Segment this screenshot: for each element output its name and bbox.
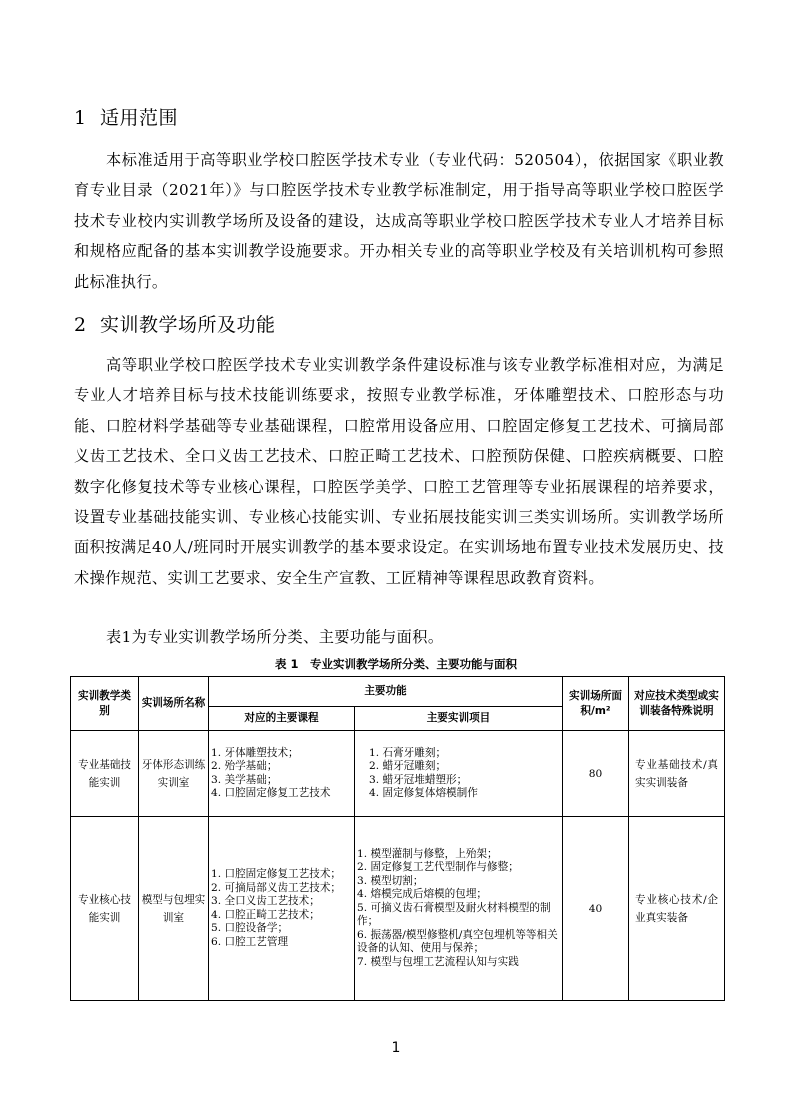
row-2-course-item: 1. 口腔固定修复工艺技术； — [211, 868, 342, 880]
row-1-category: 专业基础技能实训 — [71, 731, 139, 817]
row-1-project-item: 2. 蜡牙冠雕刻； — [369, 760, 447, 772]
row-2-project-item: 3. 模型切割； — [357, 874, 424, 887]
header-main-function: 主要功能 — [209, 677, 563, 707]
row-2-project-item: 5. 可摘义齿石膏模型及耐火材料模型的制作； — [357, 901, 551, 928]
section-1-heading — [74, 106, 178, 130]
table-caption: 表 1 专业实训教学场所分类、主要功能与面积 — [274, 657, 517, 671]
row-1-course-item: 4. 口腔固定修复工艺技术 — [211, 787, 331, 799]
row-1-courses — [209, 731, 355, 817]
row-1-projects — [355, 731, 563, 817]
row-2-course-item: 5. 口腔设备学； — [211, 922, 289, 934]
row-1-project-item: 3. 蜡牙冠堆蜡塑形； — [369, 773, 468, 786]
row-2-category: 专业核心技能实训 — [71, 817, 139, 1001]
row-1-venue: 牙体形态训练实训室 — [139, 731, 209, 817]
section-2-number: 2 — [74, 314, 87, 336]
header-category: 实训教学类别 — [71, 677, 139, 731]
row-2-project-item: 7. 模型与包埋工艺流程认知与实践 — [357, 955, 519, 968]
table-row — [71, 731, 725, 817]
section-2-paragraph-2: 表1为专业实训教学场所分类、主要功能与面积。 — [106, 628, 444, 646]
row-2-project-item: 1. 模型灌制与修整，上殆架； — [357, 847, 498, 860]
facility-table — [70, 676, 725, 1001]
section-2-heading — [74, 313, 276, 337]
section-1-number: 1 — [74, 107, 87, 129]
row-2-notes: 专业核心技术/企业真实装备 — [629, 817, 725, 1001]
header-area: 实训场所面积/m² — [563, 677, 629, 731]
row-2-course-item: 6. 口腔工艺管理 — [211, 935, 289, 948]
header-courses: 对应的主要课程 — [209, 707, 355, 731]
row-1-course-item: 1. 牙体雕塑技术； — [211, 746, 299, 759]
row-2-projects — [355, 817, 563, 1001]
section-2-title: 实训教学场所及功能 — [100, 314, 276, 336]
row-2-course-item: 3. 全口义齿工艺技术； — [211, 895, 320, 907]
section-1-paragraph: 本标准适用于高等职业学校口腔医学技术专业（专业代码：520504），依据国家《职业教育专业目录（2021年）》与口腔医学技术专业教学标准制定，用于指导高等职业学校口腔医学技术专业校内实训教学场所及设备的建设，达成高等职业学校口腔医学技术专业人才培养目标和规格应配备的基本实训教学设施要求。开办相关专业的高等职业学校及有关培训机构可参照此标准执行。 — [74, 151, 724, 291]
row-1-area: 80 — [563, 731, 629, 817]
row-1-project-item: 1. 石膏牙雕刻； — [369, 746, 447, 759]
row-2-area: 40 — [563, 817, 629, 1001]
row-2-project-item: 6. 振荡器/模型修整机/真空包埋机等等相关设备的认知、使用与保养； — [357, 928, 558, 955]
header-venue: 实训场所名称 — [139, 677, 209, 731]
header-notes: 对应技术类型或实训装备特殊说明 — [629, 677, 725, 731]
row-2-project-item: 2. 固定修复工艺代型制作与修整； — [357, 861, 519, 874]
row-1-course-item: 3. 美学基础； — [211, 773, 278, 786]
row-1-notes: 专业基础技术/真实实训装备 — [629, 731, 725, 817]
row-2-project-item: 4. 熔模完成后熔模的包埋； — [357, 888, 488, 901]
row-2-courses — [209, 817, 355, 1001]
row-1-course-item: 2. 殆学基础； — [211, 760, 278, 772]
section-1-title: 适用范围 — [100, 107, 179, 129]
row-2-course-item: 4. 口腔正畸工艺技术； — [211, 908, 320, 921]
row-2-course-item: 2. 可摘局部义齿工艺技术； — [211, 881, 342, 894]
header-projects: 主要实训项目 — [355, 707, 563, 731]
row-2-venue: 模型与包埋实训室 — [139, 817, 209, 1001]
row-1-project-item: 4. 固定修复体熔模制作 — [369, 787, 478, 799]
section-2-paragraph-1: 高等职业学校口腔医学技术专业实训教学条件建设标准与该专业教学标准相对应，为满足专业人才培养目标与技术技能训练要求，按照专业教学标准，牙体雕塑技术、口腔形态与功能、口腔材料学基础等专业基础课程，口腔常用设备应用、口腔固定修复工艺技术、可摘局部义齿工艺技术、全口义齿工艺技术、口腔正畸工艺技术、口腔预防保健、口腔疾病概要、口腔数字化修复技术等专业核心课程，口腔医学美学、口腔工艺管理等专业拓展课程的培养要求，设置专业基础技能实训、专业核心技能实训、专业拓展技能实训三类实训场所。实训教学场所面积按满足40人/班同时开展实训教学的基本要求设定。在实训场地布置专业技术发展历史、技术操作规范、实训工艺要求、安全生产宣教、工匠精神等课程思政教育资料。 — [74, 356, 724, 587]
page-number: 1 — [391, 1040, 401, 1056]
table-row — [71, 817, 725, 1001]
